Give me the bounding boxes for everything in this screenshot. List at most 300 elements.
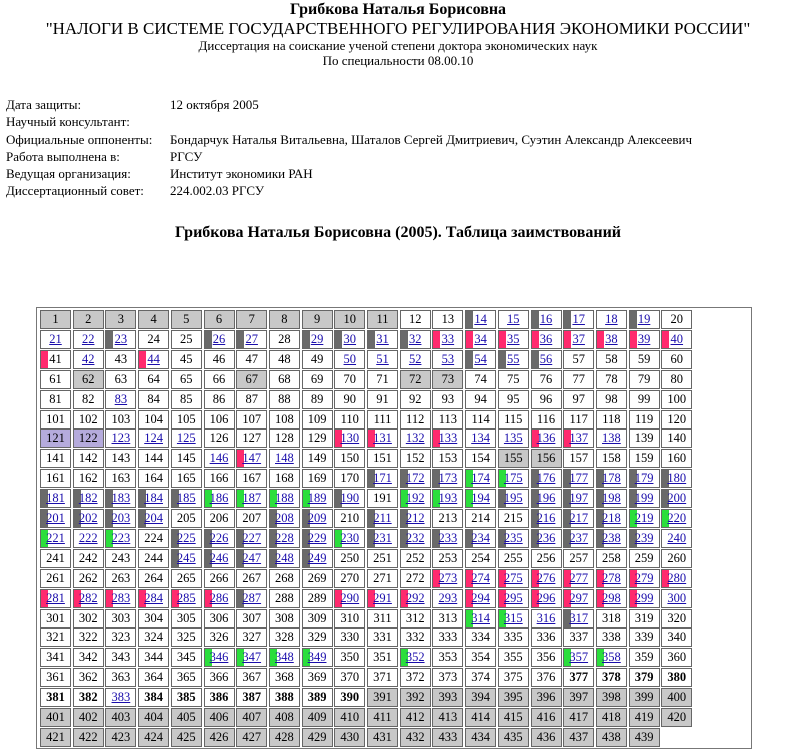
page-link[interactable]: 172 xyxy=(405,471,425,486)
page-link[interactable]: 220 xyxy=(667,511,687,525)
page-link[interactable]: 315 xyxy=(503,610,523,625)
page-link[interactable]: 171 xyxy=(373,471,392,486)
page-link[interactable]: 38 xyxy=(605,331,618,346)
grid-cell-209[interactable] xyxy=(302,509,333,528)
grid-cell-237[interactable] xyxy=(563,529,594,548)
page-link[interactable]: 133 xyxy=(438,431,458,446)
page-link[interactable]: 53 xyxy=(441,351,455,366)
grid-cell-123[interactable] xyxy=(105,429,136,448)
page-link[interactable]: 290 xyxy=(340,590,360,605)
grid-cell-148[interactable] xyxy=(269,449,300,468)
page-link[interactable]: 278 xyxy=(602,570,621,585)
page-link[interactable]: 358 xyxy=(602,650,621,665)
grid-cell-240[interactable] xyxy=(661,529,692,548)
grid-cell-14[interactable] xyxy=(465,310,496,329)
page-link[interactable]: 248 xyxy=(275,550,294,565)
grid-cell-227[interactable] xyxy=(236,529,267,548)
page-link[interactable]: 283 xyxy=(111,590,131,605)
grid-cell-131[interactable] xyxy=(367,429,398,448)
page-link[interactable]: 173 xyxy=(438,471,458,486)
grid-cell-280[interactable] xyxy=(661,569,692,588)
grid-cell-349[interactable] xyxy=(302,648,333,667)
grid-cell-290[interactable] xyxy=(334,589,365,608)
page-link[interactable]: 217 xyxy=(569,511,589,525)
grid-cell-281[interactable] xyxy=(40,589,71,608)
page-link[interactable]: 35 xyxy=(507,331,520,346)
page-link[interactable]: 221 xyxy=(46,530,65,545)
page-link[interactable]: 226 xyxy=(209,530,229,545)
grid-cell-203[interactable] xyxy=(105,509,136,528)
page-link[interactable]: 198 xyxy=(602,491,621,506)
page-link[interactable]: 181 xyxy=(46,491,65,506)
grid-cell-44[interactable] xyxy=(138,350,169,369)
grid-cell-249[interactable] xyxy=(302,549,333,568)
page-link[interactable]: 136 xyxy=(536,431,556,446)
page-link[interactable]: 227 xyxy=(242,530,262,545)
grid-cell-29[interactable] xyxy=(302,330,333,349)
page-link[interactable]: 183 xyxy=(111,491,131,506)
page-link[interactable]: 123 xyxy=(111,431,131,446)
grid-cell-212[interactable] xyxy=(400,509,431,528)
page-link[interactable]: 51 xyxy=(376,351,389,366)
page-link[interactable]: 348 xyxy=(275,650,294,665)
page-link[interactable]: 36 xyxy=(539,331,553,346)
page-link[interactable]: 22 xyxy=(81,331,95,346)
page-link[interactable]: 130 xyxy=(340,431,360,446)
page-link[interactable]: 228 xyxy=(275,530,294,545)
page-link[interactable]: 29 xyxy=(310,331,324,346)
page-link[interactable]: 281 xyxy=(46,590,65,605)
page-link[interactable]: 34 xyxy=(474,331,487,346)
page-link[interactable]: 218 xyxy=(602,511,621,525)
grid-cell-239[interactable] xyxy=(629,529,660,548)
page-link[interactable]: 208 xyxy=(275,511,294,525)
page-link[interactable]: 202 xyxy=(78,511,98,525)
grid-cell-218[interactable] xyxy=(596,509,627,528)
page-link[interactable]: 179 xyxy=(634,471,654,486)
page-link[interactable]: 225 xyxy=(176,530,196,545)
grid-cell-278[interactable] xyxy=(596,569,627,588)
page-link[interactable]: 212 xyxy=(405,511,425,525)
grid-cell-196[interactable] xyxy=(531,489,562,508)
grid-cell-27[interactable] xyxy=(236,330,267,349)
grid-cell-171[interactable] xyxy=(367,469,398,488)
grid-cell-208[interactable] xyxy=(269,509,300,528)
page-link[interactable]: 124 xyxy=(144,431,163,446)
page-link[interactable]: 277 xyxy=(569,570,589,585)
page-link[interactable]: 193 xyxy=(438,491,458,506)
page-link[interactable]: 296 xyxy=(536,590,556,605)
grid-cell-285[interactable] xyxy=(171,589,202,608)
page-link[interactable]: 219 xyxy=(634,511,654,525)
page-link[interactable]: 295 xyxy=(503,590,523,605)
page-link[interactable]: 347 xyxy=(242,650,262,665)
page-link[interactable]: 282 xyxy=(78,590,98,605)
grid-cell-291[interactable] xyxy=(367,589,398,608)
page-link[interactable]: 200 xyxy=(667,491,687,506)
grid-cell-347[interactable] xyxy=(236,648,267,667)
grid-cell-199[interactable] xyxy=(629,489,660,508)
grid-cell-287[interactable] xyxy=(236,589,267,608)
grid-cell-182[interactable] xyxy=(73,489,104,508)
page-link[interactable]: 352 xyxy=(405,650,425,665)
page-link[interactable]: 383 xyxy=(111,690,131,705)
grid-cell-174[interactable] xyxy=(465,469,496,488)
grid-cell-185[interactable] xyxy=(171,489,202,508)
page-link[interactable]: 14 xyxy=(474,312,487,326)
grid-cell-40[interactable] xyxy=(661,330,692,349)
page-link[interactable]: 83 xyxy=(114,391,128,406)
grid-cell-276[interactable] xyxy=(531,569,562,588)
page-link[interactable]: 52 xyxy=(408,351,422,366)
page-link[interactable]: 346 xyxy=(209,650,229,665)
grid-cell-177[interactable] xyxy=(563,469,594,488)
page-link[interactable]: 31 xyxy=(376,331,389,346)
page-link[interactable]: 299 xyxy=(634,590,654,605)
grid-cell-183[interactable] xyxy=(105,489,136,508)
grid-cell-132[interactable] xyxy=(400,429,431,448)
page-link[interactable]: 293 xyxy=(438,590,458,605)
grid-cell-273[interactable] xyxy=(432,569,463,588)
page-link[interactable]: 201 xyxy=(46,511,65,525)
grid-cell-135[interactable] xyxy=(498,429,529,448)
grid-cell-181[interactable] xyxy=(40,489,71,508)
page-link[interactable]: 197 xyxy=(569,491,589,506)
grid-cell-16[interactable] xyxy=(531,310,562,329)
page-link[interactable]: 125 xyxy=(176,431,196,446)
page-link[interactable]: 236 xyxy=(536,530,556,545)
grid-cell-275[interactable] xyxy=(498,569,529,588)
page-link[interactable]: 292 xyxy=(405,590,425,605)
page-link[interactable]: 294 xyxy=(471,590,490,605)
page-link[interactable]: 192 xyxy=(405,491,425,506)
page-link[interactable]: 148 xyxy=(275,451,294,466)
grid-cell-231[interactable] xyxy=(367,529,398,548)
grid-cell-245[interactable] xyxy=(171,549,202,568)
grid-cell-248[interactable] xyxy=(269,549,300,568)
page-link[interactable]: 216 xyxy=(536,511,556,525)
grid-cell-50[interactable] xyxy=(334,350,365,369)
grid-cell-39[interactable] xyxy=(629,330,660,349)
grid-cell-223[interactable] xyxy=(105,529,136,548)
grid-cell-235[interactable] xyxy=(498,529,529,548)
page-link[interactable]: 55 xyxy=(507,351,520,366)
page-link[interactable]: 230 xyxy=(340,530,360,545)
grid-cell-274[interactable] xyxy=(465,569,496,588)
page-link[interactable]: 237 xyxy=(569,530,589,545)
page-link[interactable]: 189 xyxy=(307,491,327,506)
grid-cell-220[interactable] xyxy=(661,509,692,528)
grid-cell-204[interactable] xyxy=(138,509,169,528)
grid-cell-23[interactable] xyxy=(105,330,136,349)
grid-cell-192[interactable] xyxy=(400,489,431,508)
grid-cell-124[interactable] xyxy=(138,429,169,448)
page-link[interactable]: 134 xyxy=(471,431,490,446)
page-link[interactable]: 190 xyxy=(340,491,360,506)
page-link[interactable]: 276 xyxy=(536,570,556,585)
page-link[interactable]: 273 xyxy=(438,570,458,585)
grid-cell-189[interactable] xyxy=(302,489,333,508)
page-link[interactable]: 357 xyxy=(569,650,589,665)
grid-cell-198[interactable] xyxy=(596,489,627,508)
page-link[interactable]: 196 xyxy=(536,491,556,506)
page-link[interactable]: 204 xyxy=(144,511,163,525)
grid-cell-147[interactable] xyxy=(236,449,267,468)
page-link[interactable]: 39 xyxy=(637,331,651,346)
page-link[interactable]: 21 xyxy=(49,331,62,346)
page-link[interactable]: 188 xyxy=(275,491,294,506)
grid-cell-15[interactable] xyxy=(498,310,529,329)
page-link[interactable]: 174 xyxy=(471,471,490,486)
page-link[interactable]: 316 xyxy=(536,610,556,625)
grid-cell-314[interactable] xyxy=(465,609,496,628)
grid-cell-137[interactable] xyxy=(563,429,594,448)
grid-cell-179[interactable] xyxy=(629,469,660,488)
grid-cell-176[interactable] xyxy=(531,469,562,488)
page-link[interactable]: 314 xyxy=(471,610,490,625)
grid-cell-219[interactable] xyxy=(629,509,660,528)
grid-cell-54[interactable] xyxy=(465,350,496,369)
grid-cell-346[interactable] xyxy=(204,648,235,667)
grid-cell-35[interactable] xyxy=(498,330,529,349)
grid-cell-36[interactable] xyxy=(531,330,562,349)
page-link[interactable]: 211 xyxy=(373,511,392,525)
page-link[interactable]: 298 xyxy=(602,590,621,605)
grid-cell-138[interactable] xyxy=(596,429,627,448)
grid-cell-217[interactable] xyxy=(563,509,594,528)
page-link[interactable]: 195 xyxy=(503,491,523,506)
grid-cell-357[interactable] xyxy=(563,648,594,667)
grid-cell-383[interactable] xyxy=(105,688,136,707)
grid-cell-55[interactable] xyxy=(498,350,529,369)
page-link[interactable]: 286 xyxy=(209,590,229,605)
grid-cell-173[interactable] xyxy=(432,469,463,488)
page-link[interactable]: 146 xyxy=(209,451,229,466)
page-link[interactable]: 132 xyxy=(405,431,425,446)
grid-cell-195[interactable] xyxy=(498,489,529,508)
grid-cell-194[interactable] xyxy=(465,489,496,508)
grid-cell-236[interactable] xyxy=(531,529,562,548)
grid-cell-286[interactable] xyxy=(204,589,235,608)
grid-cell-184[interactable] xyxy=(138,489,169,508)
page-link[interactable]: 175 xyxy=(503,471,523,486)
grid-cell-83[interactable] xyxy=(105,390,136,409)
page-link[interactable]: 199 xyxy=(634,491,654,506)
grid-cell-31[interactable] xyxy=(367,330,398,349)
grid-cell-216[interactable] xyxy=(531,509,562,528)
grid-cell-193[interactable] xyxy=(432,489,463,508)
grid-cell-225[interactable] xyxy=(171,529,202,548)
grid-cell-18[interactable] xyxy=(596,310,627,329)
grid-cell-294[interactable] xyxy=(465,589,496,608)
grid-cell-53[interactable] xyxy=(432,350,463,369)
grid-cell-284[interactable] xyxy=(138,589,169,608)
page-link[interactable]: 19 xyxy=(637,312,651,326)
grid-cell-282[interactable] xyxy=(73,589,104,608)
grid-cell-26[interactable] xyxy=(204,330,235,349)
grid-cell-19[interactable] xyxy=(629,310,660,329)
page-link[interactable]: 245 xyxy=(176,550,196,565)
grid-cell-51[interactable] xyxy=(367,350,398,369)
page-link[interactable]: 233 xyxy=(438,530,458,545)
grid-cell-34[interactable] xyxy=(465,330,496,349)
grid-cell-229[interactable] xyxy=(302,529,333,548)
grid-cell-30[interactable] xyxy=(334,330,365,349)
page-link[interactable]: 297 xyxy=(569,590,589,605)
page-link[interactable]: 135 xyxy=(503,431,523,446)
grid-cell-238[interactable] xyxy=(596,529,627,548)
grid-cell-42[interactable] xyxy=(73,350,104,369)
grid-cell-178[interactable] xyxy=(596,469,627,488)
grid-cell-246[interactable] xyxy=(204,549,235,568)
grid-cell-221[interactable] xyxy=(40,529,71,548)
page-link[interactable]: 291 xyxy=(373,590,392,605)
grid-cell-197[interactable] xyxy=(563,489,594,508)
page-link[interactable]: 182 xyxy=(78,491,98,506)
page-link[interactable]: 176 xyxy=(536,471,556,486)
page-link[interactable]: 54 xyxy=(474,351,487,366)
page-link[interactable]: 222 xyxy=(78,530,98,545)
page-link[interactable]: 240 xyxy=(667,530,687,545)
page-link[interactable]: 56 xyxy=(539,351,553,366)
page-link[interactable]: 37 xyxy=(572,331,585,346)
grid-cell-279[interactable] xyxy=(629,569,660,588)
grid-cell-297[interactable] xyxy=(563,589,594,608)
grid-cell-190[interactable] xyxy=(334,489,365,508)
grid-cell-293[interactable] xyxy=(432,589,463,608)
page-link[interactable]: 15 xyxy=(507,312,520,326)
page-link[interactable]: 203 xyxy=(111,511,131,525)
page-link[interactable]: 275 xyxy=(503,570,523,585)
page-link[interactable]: 317 xyxy=(569,610,589,625)
page-link[interactable]: 231 xyxy=(373,530,392,545)
page-link[interactable]: 232 xyxy=(405,530,425,545)
page-link[interactable]: 17 xyxy=(572,312,585,326)
grid-cell-352[interactable] xyxy=(400,648,431,667)
page-link[interactable]: 279 xyxy=(634,570,654,585)
grid-cell-125[interactable] xyxy=(171,429,202,448)
grid-cell-133[interactable] xyxy=(432,429,463,448)
grid-cell-180[interactable] xyxy=(661,469,692,488)
page-link[interactable]: 186 xyxy=(209,491,229,506)
grid-cell-130[interactable] xyxy=(334,429,365,448)
page-link[interactable]: 180 xyxy=(667,471,687,486)
grid-cell-315[interactable] xyxy=(498,609,529,628)
page-link[interactable]: 32 xyxy=(408,331,422,346)
page-link[interactable]: 42 xyxy=(81,351,95,366)
grid-cell-233[interactable] xyxy=(432,529,463,548)
page-link[interactable]: 238 xyxy=(602,530,621,545)
page-link[interactable]: 50 xyxy=(343,351,357,366)
grid-cell-201[interactable] xyxy=(40,509,71,528)
page-link[interactable]: 287 xyxy=(242,590,262,605)
grid-cell-21[interactable] xyxy=(40,330,71,349)
grid-cell-17[interactable] xyxy=(563,310,594,329)
grid-cell-292[interactable] xyxy=(400,589,431,608)
page-link[interactable]: 33 xyxy=(441,331,455,346)
grid-cell-136[interactable] xyxy=(531,429,562,448)
grid-cell-300[interactable] xyxy=(661,589,692,608)
grid-cell-187[interactable] xyxy=(236,489,267,508)
grid-cell-230[interactable] xyxy=(334,529,365,548)
page-link[interactable]: 27 xyxy=(245,331,258,346)
page-link[interactable]: 229 xyxy=(307,530,327,545)
page-link[interactable]: 26 xyxy=(212,331,226,346)
page-link[interactable]: 194 xyxy=(471,491,490,506)
grid-cell-202[interactable] xyxy=(73,509,104,528)
grid-cell-22[interactable] xyxy=(73,330,104,349)
grid-cell-228[interactable] xyxy=(269,529,300,548)
grid-cell-358[interactable] xyxy=(596,648,627,667)
grid-cell-186[interactable] xyxy=(204,489,235,508)
grid-cell-295[interactable] xyxy=(498,589,529,608)
grid-cell-296[interactable] xyxy=(531,589,562,608)
grid-cell-200[interactable] xyxy=(661,489,692,508)
page-link[interactable]: 300 xyxy=(667,590,687,605)
grid-cell-299[interactable] xyxy=(629,589,660,608)
grid-cell-317[interactable] xyxy=(563,609,594,628)
page-link[interactable]: 131 xyxy=(373,431,392,446)
grid-cell-277[interactable] xyxy=(563,569,594,588)
page-link[interactable]: 223 xyxy=(111,530,131,545)
page-link[interactable]: 349 xyxy=(307,650,327,665)
page-link[interactable]: 23 xyxy=(114,331,128,346)
page-link[interactable]: 184 xyxy=(144,491,163,506)
grid-cell-38[interactable] xyxy=(596,330,627,349)
page-link[interactable]: 138 xyxy=(602,431,621,446)
grid-cell-37[interactable] xyxy=(563,330,594,349)
page-link[interactable]: 178 xyxy=(602,471,621,486)
page-link[interactable]: 274 xyxy=(471,570,490,585)
page-link[interactable]: 239 xyxy=(634,530,654,545)
page-link[interactable]: 147 xyxy=(242,451,262,466)
grid-cell-234[interactable] xyxy=(465,529,496,548)
page-link[interactable]: 246 xyxy=(209,550,229,565)
grid-cell-56[interactable] xyxy=(531,350,562,369)
page-link[interactable]: 280 xyxy=(667,570,687,585)
page-link[interactable]: 30 xyxy=(343,331,357,346)
page-link[interactable]: 44 xyxy=(147,351,160,366)
page-link[interactable]: 284 xyxy=(144,590,163,605)
page-link[interactable]: 185 xyxy=(176,491,196,506)
grid-cell-32[interactable] xyxy=(400,330,431,349)
grid-cell-33[interactable] xyxy=(432,330,463,349)
grid-cell-175[interactable] xyxy=(498,469,529,488)
grid-cell-134[interactable] xyxy=(465,429,496,448)
page-link[interactable]: 249 xyxy=(307,550,327,565)
grid-cell-52[interactable] xyxy=(400,350,431,369)
page-link[interactable]: 16 xyxy=(539,312,553,326)
page-link[interactable]: 40 xyxy=(670,331,684,346)
page-link[interactable]: 234 xyxy=(471,530,490,545)
grid-cell-316[interactable] xyxy=(531,609,562,628)
page-link[interactable]: 235 xyxy=(503,530,523,545)
page-link[interactable]: 137 xyxy=(569,431,589,446)
grid-cell-283[interactable] xyxy=(105,589,136,608)
page-link[interactable]: 247 xyxy=(242,550,262,565)
grid-cell-211[interactable] xyxy=(367,509,398,528)
page-link[interactable]: 187 xyxy=(242,491,262,506)
grid-cell-298[interactable] xyxy=(596,589,627,608)
grid-cell-348[interactable] xyxy=(269,648,300,667)
page-link[interactable]: 285 xyxy=(176,590,196,605)
grid-cell-188[interactable] xyxy=(269,489,300,508)
page-link[interactable]: 209 xyxy=(307,511,327,525)
page-link[interactable]: 177 xyxy=(569,471,589,486)
grid-cell-232[interactable] xyxy=(400,529,431,548)
grid-cell-222[interactable] xyxy=(73,529,104,548)
grid-cell-226[interactable] xyxy=(204,529,235,548)
